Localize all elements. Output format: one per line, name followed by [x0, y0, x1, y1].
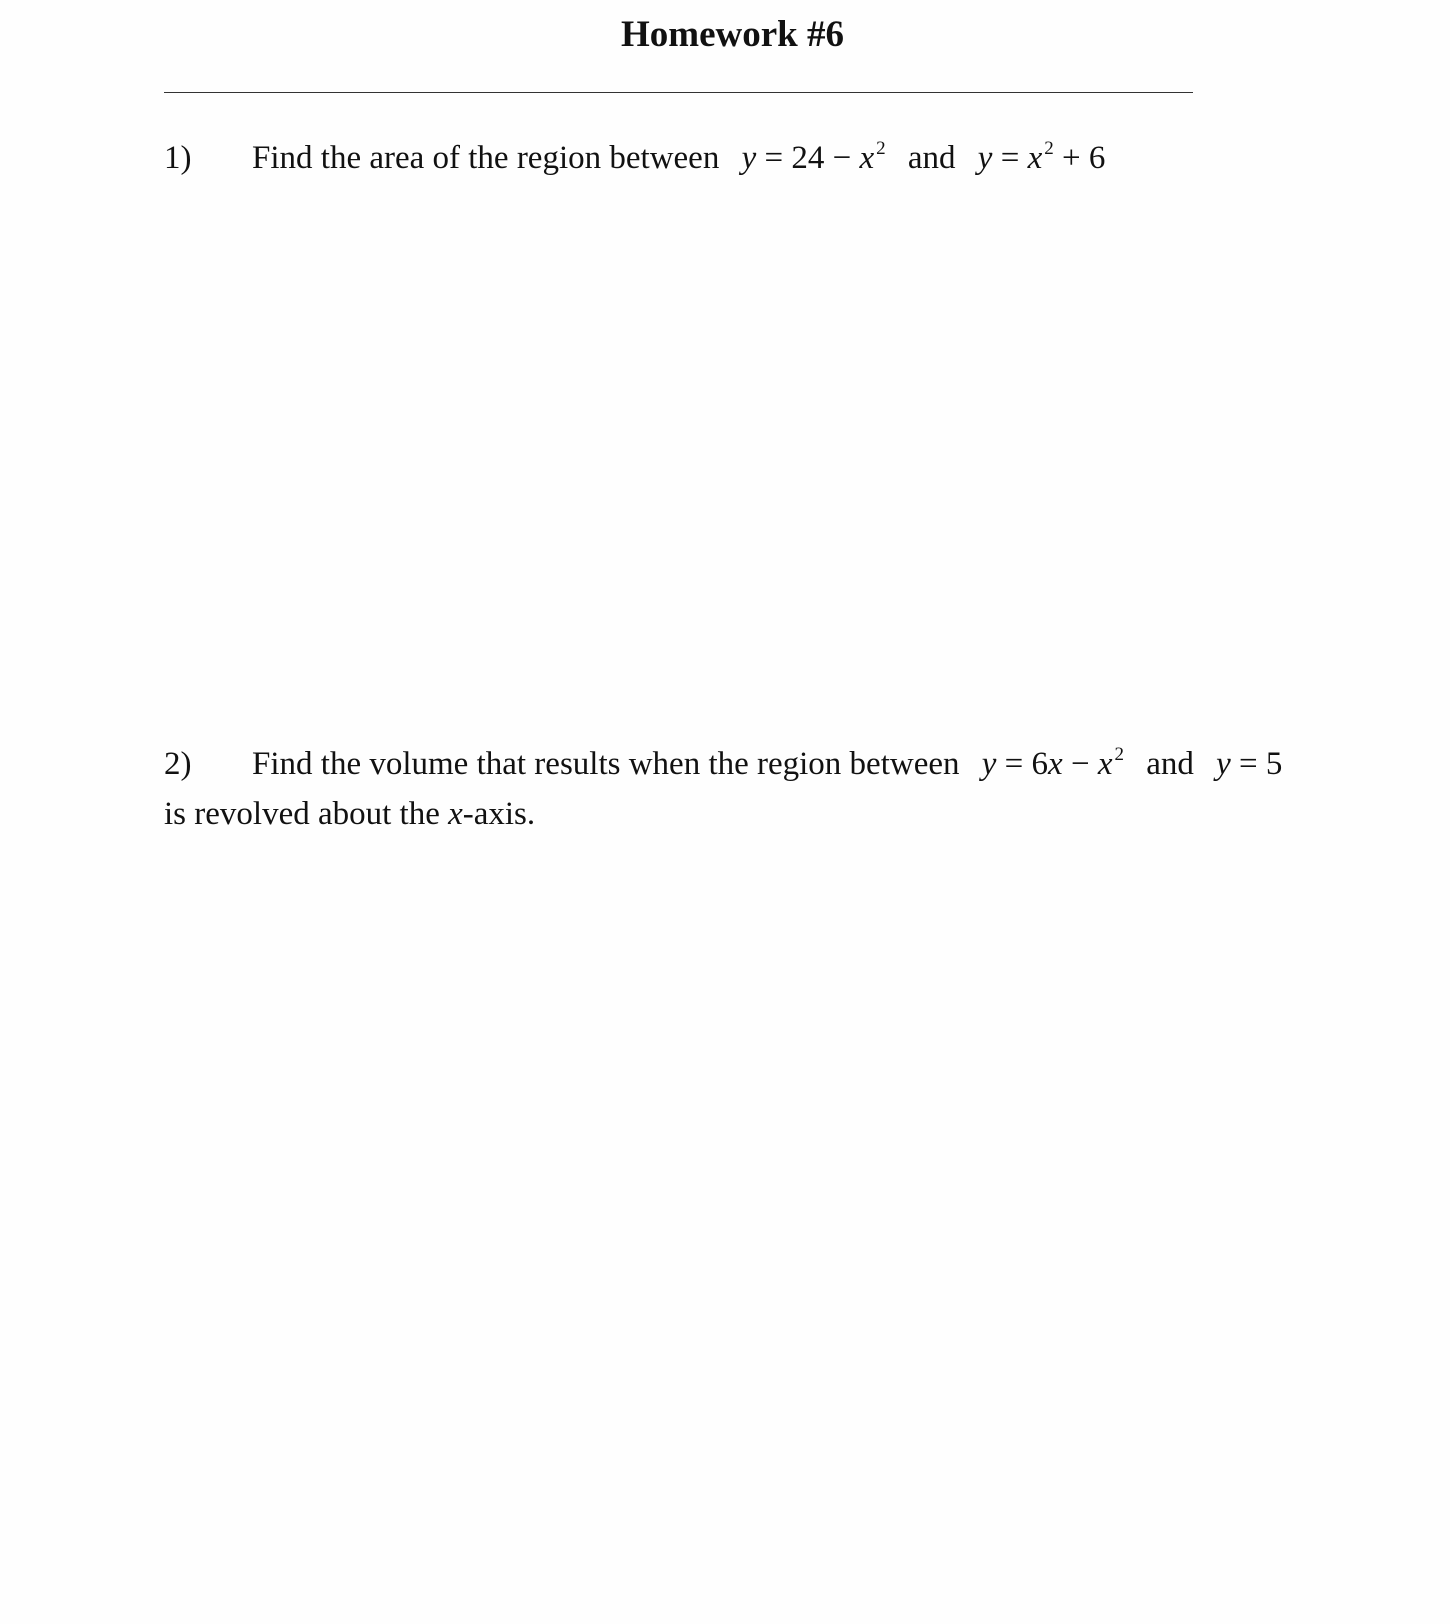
- problem-2-continuation: is revolved about the: [164, 796, 449, 832]
- eq-part: =: [992, 140, 1028, 176]
- problem-2-statement: Find the volume that results when the region between: [252, 746, 960, 782]
- problem-2-number: 2): [164, 746, 192, 782]
- problem-2-conjunction: and: [1146, 746, 1194, 782]
- problem-2-equation-1: [982, 746, 1124, 782]
- eq-var-x: x: [1027, 140, 1043, 176]
- problem-1-text: [252, 138, 1105, 183]
- eq-part: = 6: [996, 746, 1049, 782]
- page-title: Homework #6: [621, 14, 844, 55]
- eq-exponent: 2: [876, 138, 886, 159]
- problem-1-number: 1): [164, 140, 192, 176]
- eq-var-x: x: [859, 140, 875, 176]
- problem-2-line-2: [164, 794, 535, 834]
- problem-1-equation-1: [742, 140, 886, 176]
- eq-part: = 5: [1230, 746, 1283, 782]
- eq-part: −: [1062, 746, 1098, 782]
- eq-exponent: 2: [1044, 138, 1054, 159]
- eq-var-x: x: [1048, 746, 1063, 782]
- eq-var-y: y: [981, 746, 997, 782]
- eq-var-y: y: [741, 140, 757, 176]
- problem-2-equation-2: [1216, 746, 1282, 782]
- eq-var-x: x: [1097, 746, 1113, 782]
- eq-var-y: y: [1216, 746, 1231, 782]
- eq-part: = 24 −: [756, 140, 860, 176]
- eq-exponent: 2: [1114, 744, 1124, 765]
- problem-2-axis-suffix: -axis.: [462, 796, 536, 832]
- title-divider: [164, 92, 1193, 93]
- eq-var-y: y: [977, 140, 993, 176]
- problem-1-statement: Find the area of the region between: [252, 140, 720, 176]
- eq-part: + 6: [1053, 140, 1106, 176]
- problem-2-text: [252, 744, 1282, 789]
- axis-var-x: x: [448, 796, 463, 832]
- problem-1-conjunction: and: [907, 140, 956, 176]
- problem-1-equation-2: [978, 140, 1106, 176]
